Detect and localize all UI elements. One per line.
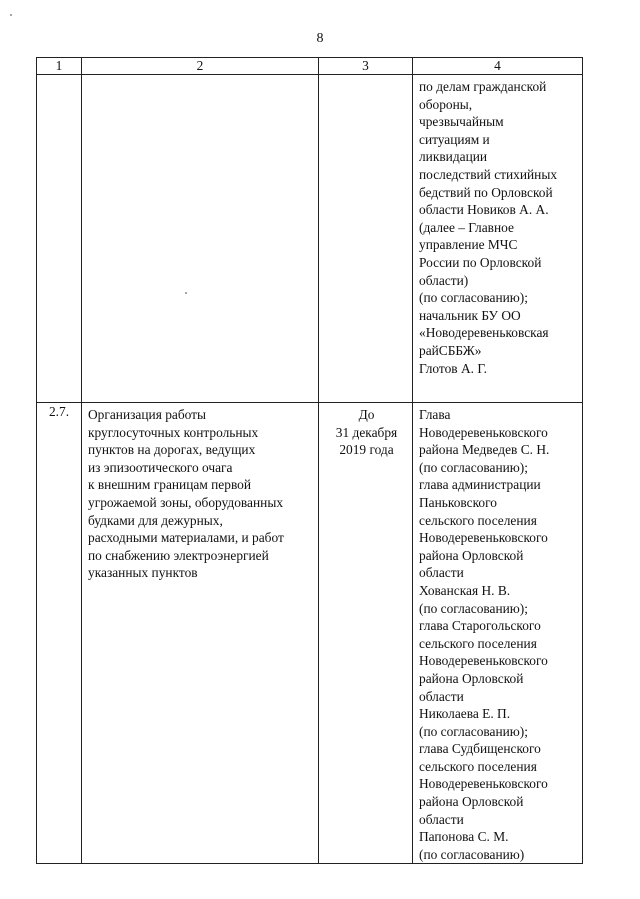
header-col-2: 2 [82, 58, 319, 75]
row-responsible: Глава Новодеревеньковского района Медведев С. Н. (по согласованию); глава администрации Паньковского сельского поселения Новодеревеньковского района Орловской области Хованская Н. В. (по согласованию); глава Старогольского сельского поселения Новодеревеньковского района Орловской области Николаева Е. П. (по согласованию); глава Судбищенского сельского поселения Новодеревеньковского района Орловской области Папонова С. М. (по согласованию) [413, 403, 583, 864]
table-row [37, 403, 583, 864]
header-col-4: 4 [413, 58, 583, 75]
row-deadline [319, 75, 413, 403]
row-action [82, 75, 319, 403]
scan-speck [185, 292, 187, 294]
scan-speck [10, 14, 12, 16]
header-col-3: 3 [319, 58, 413, 75]
measures-table [36, 57, 583, 864]
row-number: 2.7. [37, 403, 82, 864]
table-header-row [37, 58, 583, 75]
page-number: 8 [316, 31, 324, 46]
row-responsible: по делам гражданской обороны, чрезвычайным ситуациям и ликвидации последствий стихийных бедствий по Орловской области Новиков А. А. (далее – Главное управление МЧС России по Орловской области) (по согласованию); начальник БУ ОО «Новодеревеньковская райСББЖ» Глотов А. Г. [413, 75, 583, 403]
row-number [37, 75, 82, 403]
table-row [37, 75, 583, 403]
row-action: Организация работы круглосуточных контрольных пунктов на дорогах, ведущих из эпизоотического очага к внешним границам первой угрожаемой зоны, оборудованных будками для дежурных, расходными материалами, и работ по снабжению электроэнергией указанных пунктов [82, 403, 319, 864]
header-col-1: 1 [37, 58, 82, 75]
row-deadline: До 31 декабря 2019 года [319, 403, 413, 864]
